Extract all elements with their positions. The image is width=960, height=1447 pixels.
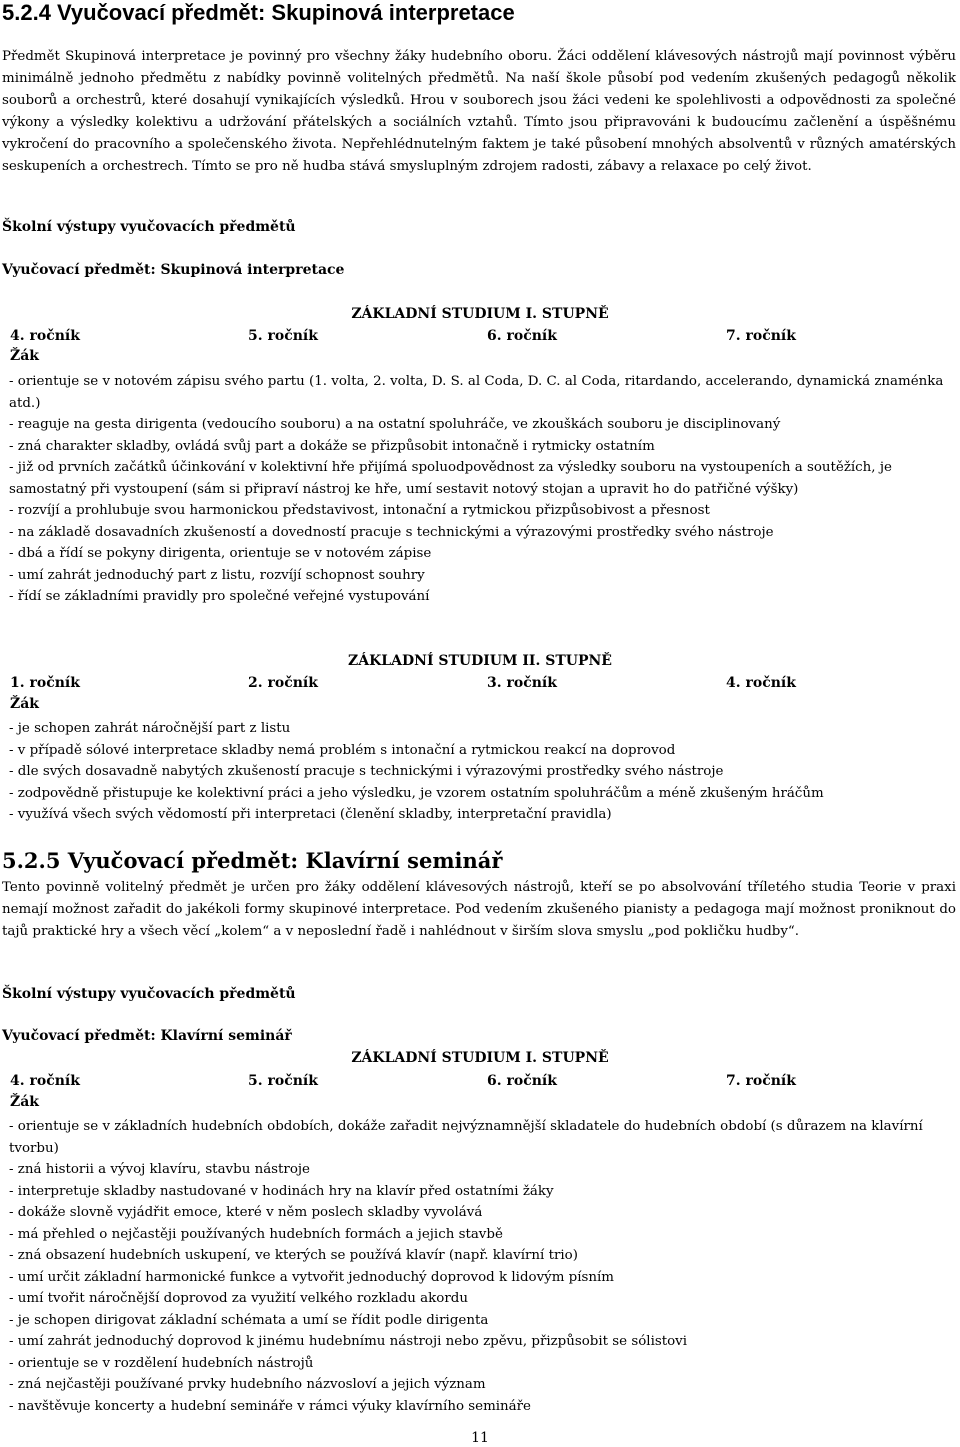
list-item xyxy=(9,740,957,762)
list-item-text: dokáže slovně vyjádřit emoce, které v něm poslech skladby vyvolává xyxy=(17,1205,483,1220)
list-item xyxy=(9,586,957,608)
intro-text: Předmět Skupinová interpretace je povinný pro všechny žáky hudebního oboru. Žáci oddělení klávesových nástrojů mají povinnost výběru minimálně jednoho předmětu z nabídky povinně volitelných předmětů. Na naší škole působí pod vedením zkušených pedagogů několik souborů a orchestrů, které dosahují vynikajících výsledků. Hrou v souborech jsou žáci vedeni ke spolehlivosti a odpovědnosti za společné výkony a výsledky kolektivu a udržování přátelských a sociálních vztahů. Tímto jsou připravováni k budoucímu začlenění a úspěšnému vykročení do pracovního a společenského života. Nepřehlédnutelným faktem je také působení mnohých absolventů v různých amatérských seskupeních a orchestrech. Tímto se pro ně hudba stává smysluplným zdrojem radosti, zábavy a relaxace po celý život. xyxy=(2,49,956,174)
zak-label: Žák xyxy=(10,1094,39,1110)
intro-text: Tento povinně volitelný předmět je určen pro žáky oddělení klávesových nástrojů, kteří se po absolvování tříletého studia Teorie v praxi nemají možnost zařadit do jakékoli formy skupinové interpretace. Pod vedením zkušeného pianisty a pedagoga mají možnost proniknout do tajů praktické hry a všech věcí „kolem“ a v neposlední řadě i nahlédnout v širším slova smyslu „pod pokličku hudby“. xyxy=(2,880,956,939)
outcomes-list xyxy=(9,718,957,826)
list-item-text: zodpovědně přistupuje ke kolektivní práci a jeho výsledku, je vzorem ostatním spoluhráčům a méně zkušeným hráčům xyxy=(17,785,824,801)
subject-heading: Vyučovací předmět: Klavírní seminář xyxy=(2,1028,292,1044)
outcomes-heading: Školní výstupy vyučovacích předmětů xyxy=(2,219,296,235)
grade-label: 7. ročník xyxy=(726,328,796,344)
list-item-text: umí zahrát jednoduchý doprovod k jinému hudebnímu nástroji nebo zpěvu, přizpůsobit se sólistovi xyxy=(17,1334,688,1349)
subject-heading: Vyučovací předmět: Skupinová interpretace xyxy=(2,262,345,278)
list-item xyxy=(9,1374,957,1396)
list-item xyxy=(9,1245,957,1267)
list-item-text: je schopen zahrát náročnější part z listu xyxy=(17,721,291,736)
grade-label: 6. ročník xyxy=(487,1073,557,1089)
list-item-text: umí zahrát jednoduchý part z listu, rozvíjí schopnost souhry xyxy=(17,567,425,583)
list-item-text: orientuje se v základních hudebních obdobích, dokáže zařadit nejvýznamnější skladatele do hudebních období (s důrazem na klavírní tvorbu) xyxy=(9,1119,923,1156)
list-item-text: na základě dosavadních zkušeností a dovedností pracuje s technickými a výrazovými prostředky svého nástroje xyxy=(17,524,774,540)
list-item xyxy=(9,1116,957,1159)
list-item xyxy=(9,761,957,783)
list-item xyxy=(9,1353,957,1375)
outcomes-list xyxy=(9,1116,957,1417)
list-item xyxy=(9,565,957,587)
list-item-text: dle svých dosavadně nabytých zkušeností pracuje s technickými i výrazovými prostředky svého nástroje xyxy=(17,764,724,779)
list-item-text: orientuje se v notovém zápisu svého partu (1. volta, 2. volta, D. S. al Coda, D. C. al Coda, ritardando, accelerando, dynamická znaménka atd.) xyxy=(9,374,944,411)
list-item xyxy=(9,718,957,740)
grade-label: 6. ročník xyxy=(487,328,557,344)
grade-label: 4. ročník xyxy=(726,675,796,691)
list-item-text: zná charakter skladby, ovládá svůj part a dokáže se přizpůsobit intonačně i rytmicky ostatním xyxy=(17,438,655,454)
section-title-skupinova: 5.2.4 Vyučovací předmět: Skupinová interpretace xyxy=(2,0,515,25)
list-item-text: umí určit základní harmonické funkce a vytvořit jednoduchý doprovod k lidovým písním xyxy=(17,1269,614,1285)
grade-row xyxy=(8,327,956,347)
grade-label: 7. ročník xyxy=(726,1073,796,1089)
list-item-text: využívá všech svých vědomostí při interpretaci (členění skladby, interpretační pravidla) xyxy=(17,807,612,822)
list-item-text: v případě sólové interpretace skladby nemá problém s intonační a rytmickou reakcí na doprovod xyxy=(17,742,676,758)
list-item-text: má přehled o nejčastěji používaných hudebních formách a jejich stavbě xyxy=(17,1226,503,1242)
list-item-text: navštěvuje koncerty a hudební semináře v rámci výuky klavírního semináře xyxy=(17,1398,531,1414)
grade-label: 2. ročník xyxy=(248,675,318,691)
list-item xyxy=(9,436,957,458)
list-item xyxy=(9,1202,957,1224)
list-item xyxy=(9,1267,957,1289)
list-item-text: již od prvních začátků účinkování v kolektivní hře přijímá spoluodpovědnost za výsledky souboru na vystoupeních a soutěžích, je samostatný při vystoupení (sám si připraví nástroj ke hře, umí sestavit notový stojan a upravit ho do patřičné výšky) xyxy=(9,460,892,497)
list-item xyxy=(9,414,957,436)
outcomes-list xyxy=(9,371,957,608)
grade-label: 3. ročník xyxy=(487,675,557,691)
grade-label: 5. ročník xyxy=(248,328,318,344)
list-item-text: reaguje na gesta dirigenta (vedoucího souboru) a na ostatní spoluhráče, ve zkouškách souboru je disciplinovaný xyxy=(17,417,781,432)
list-item-text: je schopen dirigovat základní schémata a umí se řídit podle dirigenta xyxy=(17,1312,489,1328)
list-item-text: řídí se základními pravidly pro společné veřejné vystupování xyxy=(17,589,430,604)
grade-label: 4. ročník xyxy=(10,1073,80,1089)
list-item xyxy=(9,1331,957,1353)
list-item xyxy=(9,1396,957,1418)
grade-label: 4. ročník xyxy=(10,328,80,344)
zak-label: Žák xyxy=(10,348,39,364)
list-item xyxy=(9,543,957,565)
grade-row xyxy=(8,1072,956,1092)
list-item-text: interpretuje skladby nastudované v hodinách hry na klavír před ostatními žáky xyxy=(17,1183,554,1199)
list-item-text: rozvíjí a prohlubuje svou harmonickou představivost, intonační a rytmickou přizpůsobivost a přesnost xyxy=(17,503,710,518)
stage-title-2: ZÁKLADNÍ STUDIUM II. STUPNĚ xyxy=(348,653,612,669)
stage-title-1: ZÁKLADNÍ STUDIUM I. STUPNĚ xyxy=(351,306,609,322)
intro-paragraph-klavirni xyxy=(2,877,956,943)
list-item-text: zná nejčastěji používané prvky hudebního názvosloví a jejich význam xyxy=(17,1377,486,1392)
grade-label: 5. ročník xyxy=(248,1073,318,1089)
intro-paragraph-skupinova xyxy=(2,46,956,178)
grade-label: 1. ročník xyxy=(10,675,80,691)
list-item xyxy=(9,804,957,826)
list-item xyxy=(9,522,957,544)
list-item-text: zná obsazení hudebních uskupení, ve kterých se používá klavír (např. klavírní trio) xyxy=(17,1248,578,1263)
list-item xyxy=(9,1181,957,1203)
list-item xyxy=(9,371,957,414)
stage-title-1: ZÁKLADNÍ STUDIUM I. STUPNĚ xyxy=(351,1050,609,1066)
list-item xyxy=(9,1224,957,1246)
list-item xyxy=(9,1310,957,1332)
grade-row xyxy=(8,674,956,694)
page-number: 11 xyxy=(471,1430,489,1446)
outcomes-heading: Školní výstupy vyučovacích předmětů xyxy=(2,986,296,1002)
list-item-text: orientuje se v rozdělení hudebních nástrojů xyxy=(17,1355,314,1371)
list-item xyxy=(9,783,957,805)
list-item-text: umí tvořit náročnější doprovod za využití velkého rozkladu akordu xyxy=(17,1291,468,1306)
list-item xyxy=(9,1288,957,1310)
section-title-klavirni: 5.2.5 Vyučovací předmět: Klavírní seminář xyxy=(2,848,503,873)
zak-label: Žák xyxy=(10,696,39,712)
list-item xyxy=(9,1159,957,1181)
list-item-text: dbá a řídí se pokyny dirigenta, orientuje se v notovém zápise xyxy=(17,546,432,561)
list-item-text: zná historii a vývoj klavíru, stavbu nástroje xyxy=(17,1162,310,1177)
list-item xyxy=(9,457,957,500)
list-item xyxy=(9,500,957,522)
